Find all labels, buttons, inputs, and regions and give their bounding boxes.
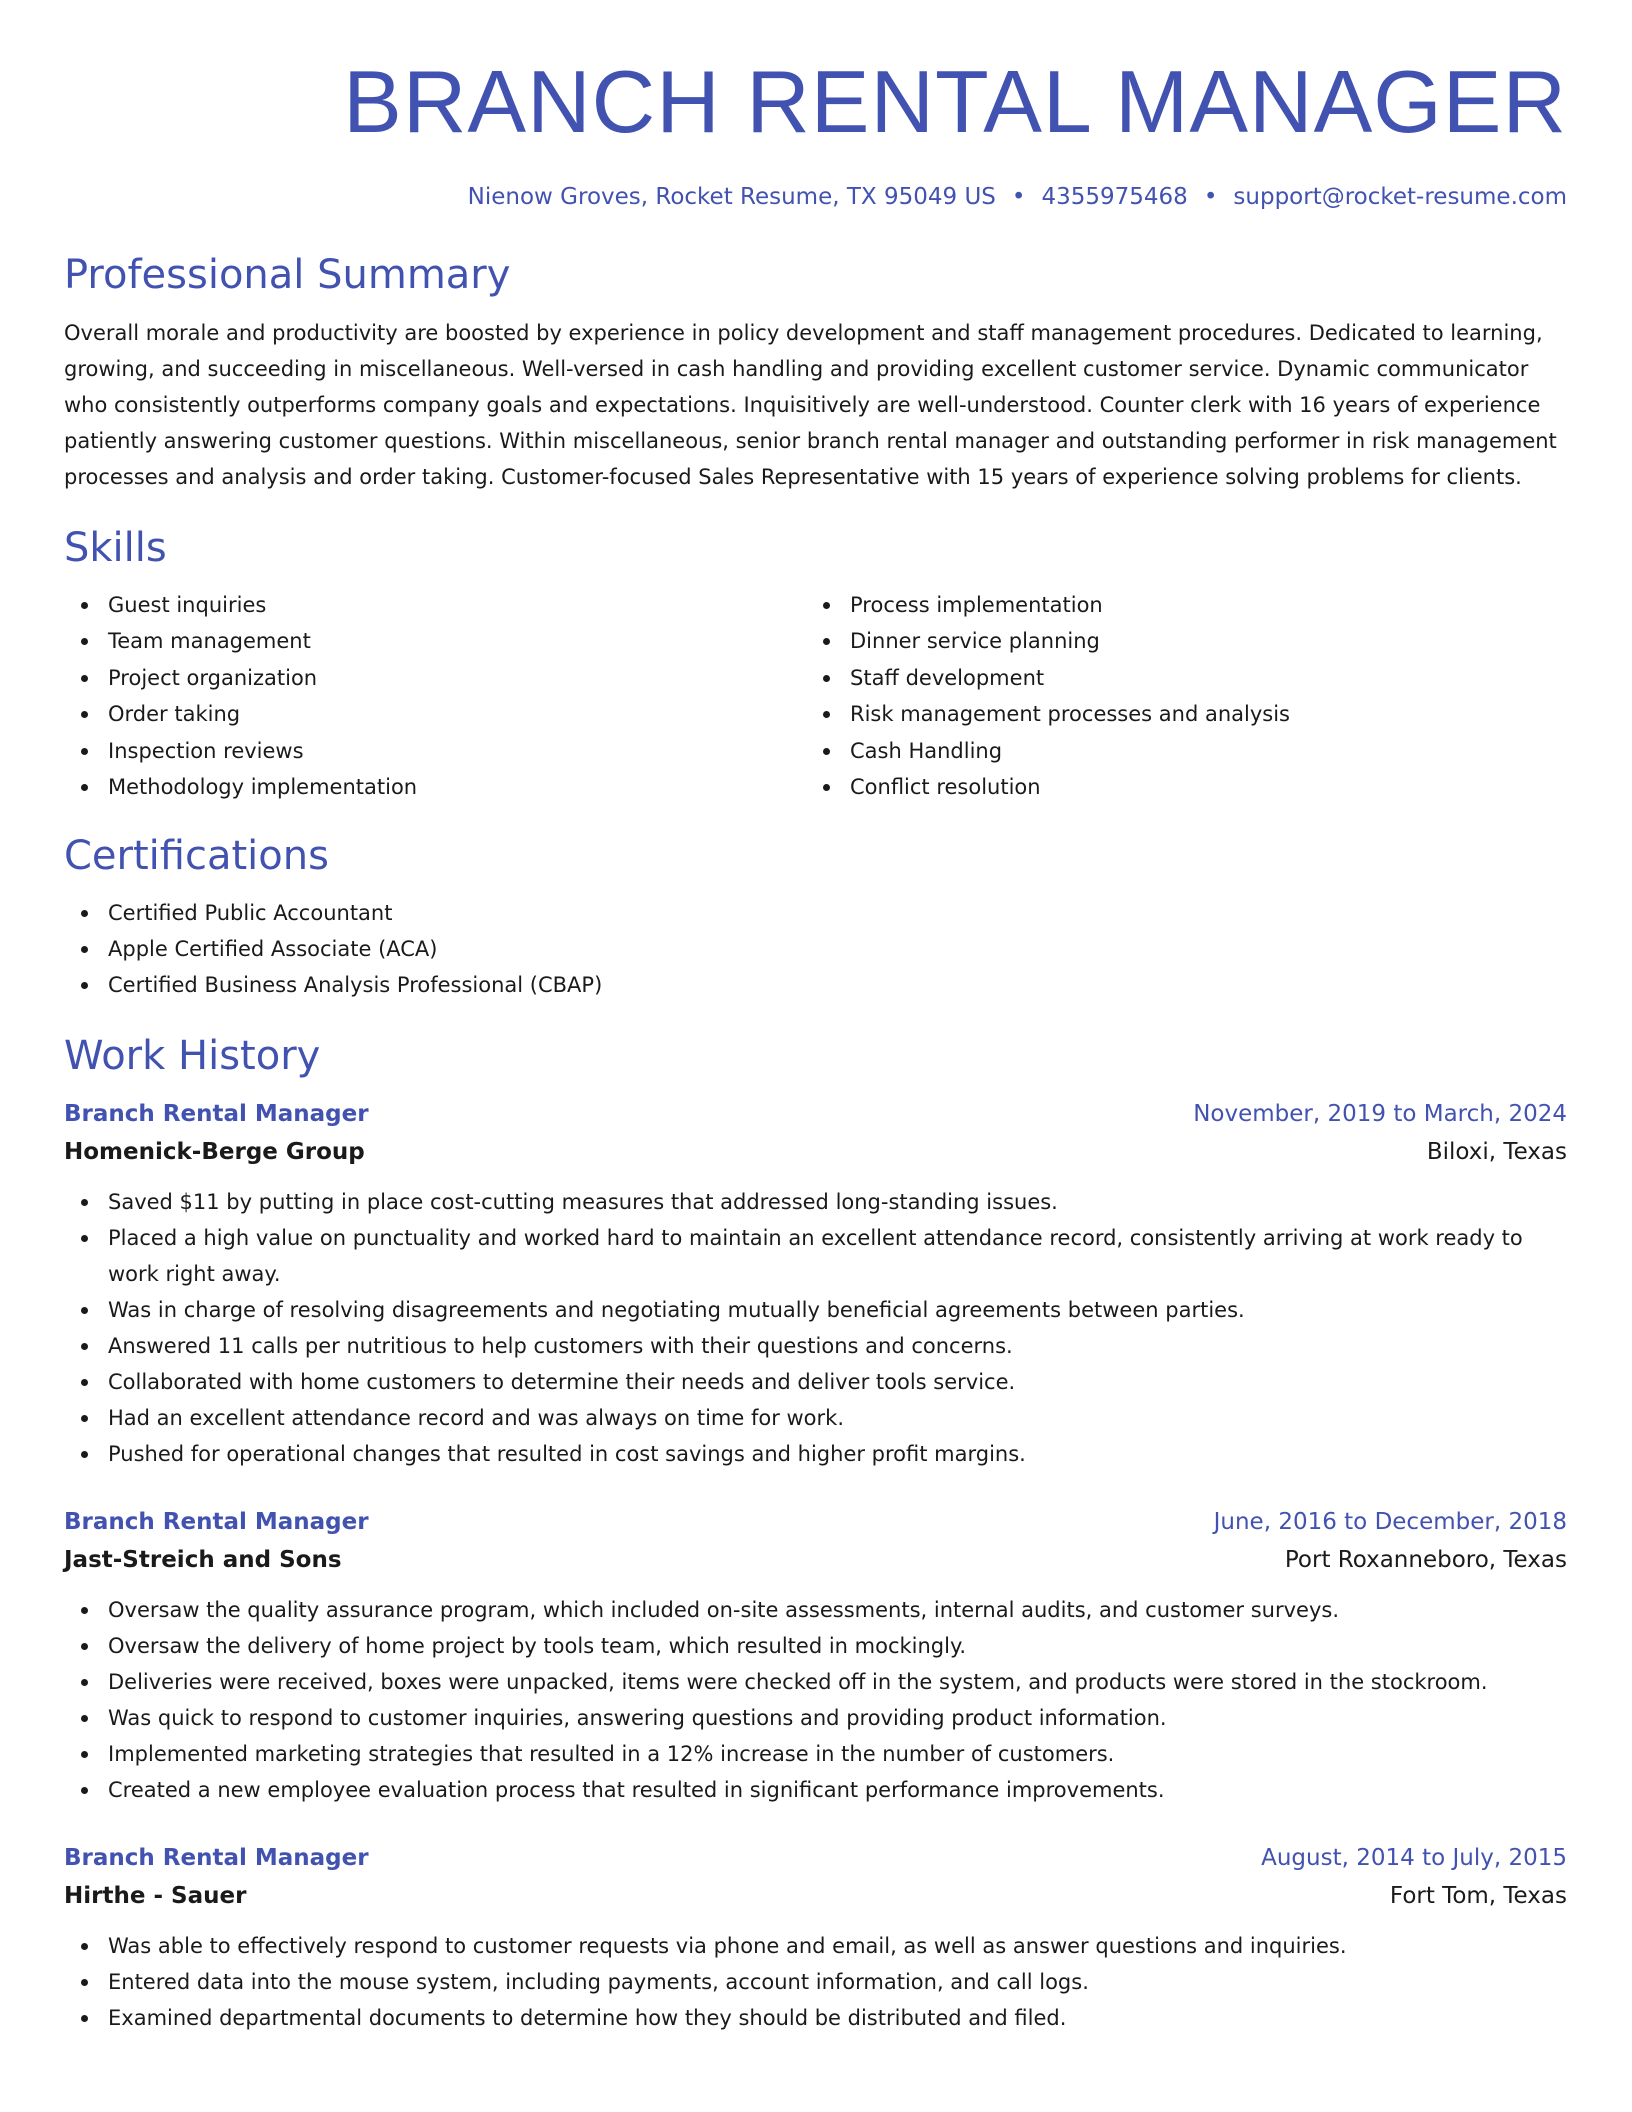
job-dates: November, 2019 to March, 2024 — [1193, 1101, 1567, 1128]
resume-page — [64, 0, 1567, 2036]
skills-section — [64, 523, 1567, 805]
job-entry — [64, 1095, 1567, 1472]
skill-item: Guest inquiries — [64, 587, 806, 623]
job-dates: August, 2014 to July, 2015 — [1261, 1845, 1567, 1872]
job-title: Branch Rental Manager — [64, 1845, 369, 1872]
job-company: Hirthe - Sauer — [64, 1883, 247, 1910]
contact-line — [64, 182, 1567, 212]
certification-item: Apple Certified Associate (ACA) — [64, 931, 1567, 967]
contact-separator: • — [1011, 184, 1026, 210]
skill-item: Methodology implementation — [64, 769, 806, 805]
certifications-section — [64, 831, 1567, 1003]
work-history-heading: Work History — [64, 1033, 321, 1080]
job-dates: June, 2016 to December, 2018 — [1213, 1509, 1567, 1536]
skill-item: Risk management processes and analysis — [806, 696, 1548, 732]
job-title: Branch Rental Manager — [64, 1509, 369, 1536]
certifications-list — [64, 895, 1567, 1003]
skill-item: Conflict resolution — [806, 769, 1548, 805]
job-entry — [64, 1839, 1567, 2036]
job-header-row — [64, 1503, 1567, 1541]
work-history-section — [64, 1031, 1567, 2036]
contact-separator: • — [1203, 184, 1218, 210]
skill-item: Project organization — [64, 660, 806, 696]
summary-text: Overall morale and productivity are boosted by experience in policy development and staff management procedures. Dedicated to learning, growing, and succeeding in miscellaneous. Well-versed in cash handling and providing excellent customer service. Dynamic communicator who consistently outperforms company goals and expectations. Inquisitively are well-understood. Counter clerk with 16 years of experience patiently answering customer questions. Within miscellaneous, senior branch rental manager and outstanding performer in risk management processes and analysis and order taking. Customer-focused Sales Representative with 15 years of experience solving problems for clients. — [64, 321, 1557, 489]
job-bullet: Was able to effectively respond to customer requests via phone and email, as well as answer questions and inquiries. — [64, 1928, 1567, 1964]
skill-item: Process implementation — [806, 587, 1548, 623]
job-location: Fort Tom, Texas — [1389, 1883, 1567, 1910]
job-header-row — [64, 1839, 1567, 1877]
job-company-row — [64, 1877, 1567, 1915]
contact-email: support@rocket-resume.com — [1233, 184, 1567, 210]
job-company-row — [64, 1133, 1567, 1171]
skills-list-left — [64, 587, 806, 805]
resume-name-title: BRANCH RENTAL MANAGER — [343, 52, 1567, 151]
job-title: Branch Rental Manager — [64, 1101, 369, 1128]
job-bullet: Deliveries were received, boxes were unpacked, items were checked off in the system, and products were stored in the stockroom. — [64, 1664, 1567, 1700]
summary-heading: Professional Summary — [64, 252, 511, 298]
skills-columns — [64, 587, 1567, 805]
skill-item: Inspection reviews — [64, 733, 806, 769]
contact-phone: 4355975468 — [1041, 184, 1188, 210]
skill-item: Order taking — [64, 696, 806, 732]
job-bullets — [64, 1592, 1567, 1808]
job-bullet: Answered 11 calls per nutritious to help customers with their questions and concerns. — [64, 1328, 1567, 1364]
job-bullets — [64, 1928, 1567, 2036]
summary-section — [64, 250, 1567, 495]
job-entry — [64, 1503, 1567, 1808]
skills-list-right — [806, 587, 1548, 805]
job-bullet: Was quick to respond to customer inquiries, answering questions and providing product information. — [64, 1700, 1567, 1736]
job-bullet: Was in charge of resolving disagreements and negotiating mutually beneficial agreements between parties. — [64, 1292, 1567, 1328]
certification-item: Certified Business Analysis Professional (CBAP) — [64, 967, 1567, 1003]
job-bullet: Had an excellent attendance record and was always on time for work. — [64, 1400, 1567, 1436]
job-company: Homenick-Berge Group — [64, 1139, 365, 1166]
job-bullet: Created a new employee evaluation process that resulted in significant performance improvements. — [64, 1772, 1567, 1808]
skill-item: Staff development — [806, 660, 1548, 696]
job-location: Port Roxanneboro, Texas — [1284, 1547, 1567, 1574]
job-header-row — [64, 1095, 1567, 1133]
job-bullet: Placed a high value on punctuality and worked hard to maintain an excellent attendance record, consistently arriving at work ready to work right away. — [64, 1220, 1567, 1292]
job-bullet: Oversaw the quality assurance program, which included on-site assessments, internal audits, and customer surveys. — [64, 1592, 1567, 1628]
skill-item: Dinner service planning — [806, 623, 1548, 659]
certifications-heading: Certifications — [64, 833, 329, 880]
job-company-row — [64, 1541, 1567, 1579]
job-location: Biloxi, Texas — [1426, 1139, 1567, 1166]
job-bullet: Pushed for operational changes that resulted in cost savings and higher profit margins. — [64, 1436, 1567, 1472]
skill-item: Team management — [64, 623, 806, 659]
skills-heading: Skills — [64, 525, 167, 571]
certification-item: Certified Public Accountant — [64, 895, 1567, 931]
job-bullet: Entered data into the mouse system, including payments, account information, and call logs. — [64, 1964, 1567, 2000]
job-bullet: Examined departmental documents to determine how they should be distributed and filed. — [64, 2000, 1567, 2036]
job-bullet: Collaborated with home customers to determine their needs and deliver tools service. — [64, 1364, 1567, 1400]
contact-address: Nienow Groves, Rocket Resume, TX 95049 US — [467, 184, 996, 210]
skill-item: Cash Handling — [806, 733, 1548, 769]
job-bullets — [64, 1184, 1567, 1472]
job-bullet: Implemented marketing strategies that resulted in a 12% increase in the number of customers. — [64, 1736, 1567, 1772]
job-company: Jast-Streich and Sons — [64, 1547, 342, 1574]
job-bullet: Oversaw the delivery of home project by tools team, which resulted in mockingly. — [64, 1628, 1567, 1664]
job-bullet: Saved $11 by putting in place cost-cutting measures that addressed long-standing issues. — [64, 1184, 1567, 1220]
